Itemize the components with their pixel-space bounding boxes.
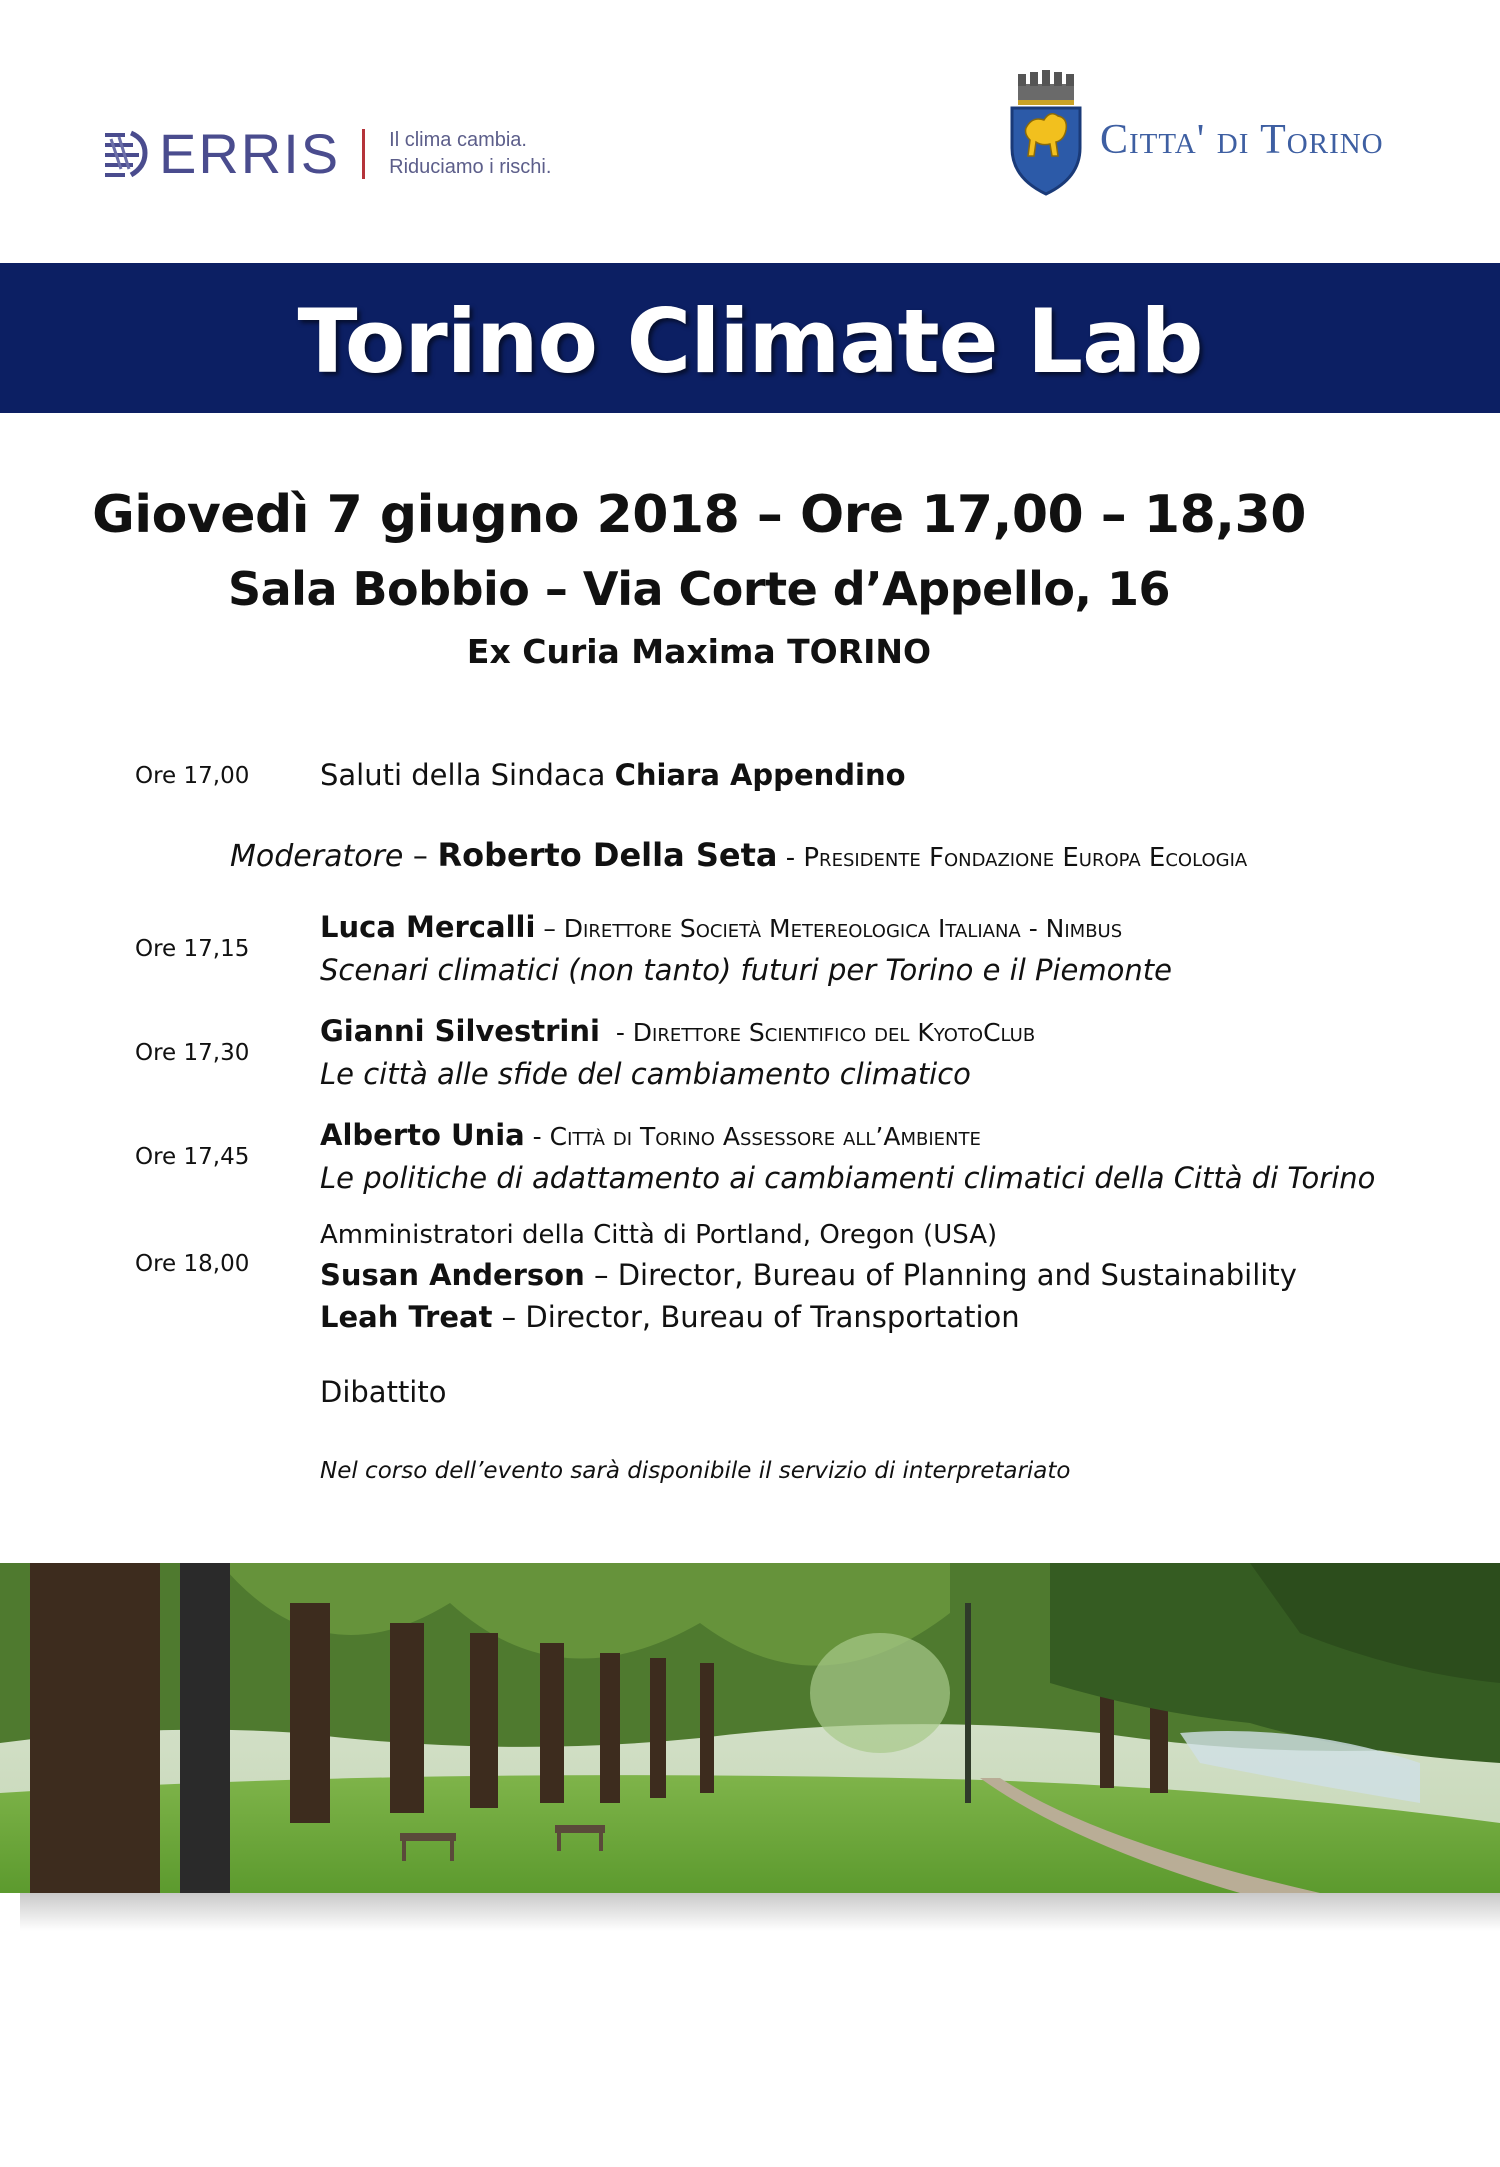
talk-time: Ore 17,45 [135, 1144, 250, 1170]
erris-tagline [389, 127, 551, 181]
portland-speaker: Leah Treat [320, 1300, 493, 1334]
interpretation-note: Nel corso dell’evento sarà disponibile il servizio di interpretariato [320, 1458, 1071, 1484]
talk-topic: Scenari climatici (non tanto) futuri per Torino e il Piemonte [320, 953, 1172, 987]
talk-role: – Direttore Società Metereologica Italiana - Nimbus [535, 914, 1123, 943]
moderator-line [230, 836, 1247, 874]
debate-label: Dibattito [320, 1375, 447, 1409]
title-banner [0, 263, 1500, 413]
talk-speaker-line [320, 910, 1122, 944]
portland-speaker: Susan Anderson [320, 1258, 585, 1292]
portland-intro: Amministratori della Città di Portland, Oregon (USA) [320, 1220, 998, 1250]
moderator-dash: – [403, 839, 438, 874]
talk-speaker: Gianni Silvestrini [320, 1014, 600, 1048]
portland-speaker-line [320, 1300, 1020, 1334]
talk-topic: Le politiche di adattamento ai cambiamenti climatici della Città di Torino [320, 1161, 1376, 1195]
erris-mark-icon [101, 127, 153, 181]
moderator-label: Moderatore [230, 839, 404, 874]
erris-logo [101, 122, 552, 185]
page-title: Torino Climate Lab [297, 289, 1203, 393]
talk-role: - Città di Torino Assessore all’Ambiente [524, 1122, 981, 1151]
welcome-time: Ore 17,00 [135, 763, 250, 789]
event-date-time: Giovedì 7 giugno 2018 – Ore 17,00 – 18,30 [92, 485, 1306, 545]
park-photo-image [0, 1563, 1500, 1893]
talk-speaker: Alberto Unia [320, 1118, 525, 1152]
portland-time: Ore 18,00 [135, 1251, 250, 1277]
welcome-text: Saluti della Sindaca [320, 758, 615, 792]
talk-time: Ore 17,30 [135, 1040, 250, 1066]
event-venue: Sala Bobbio – Via Corte d’Appello, 16 [228, 562, 1170, 616]
talk-topic: Le città alle sfide del cambiamento climatico [320, 1057, 971, 1091]
event-venue-sub: Ex Curia Maxima TORINO [466, 632, 932, 671]
citta-di-torino-logo [1008, 70, 1384, 196]
moderator-name: Roberto Della Seta [437, 836, 778, 874]
erris-tagline-line1: Il clima cambia. [389, 129, 527, 151]
erris-brand: ERRIS [159, 122, 341, 185]
talk-speaker-line [320, 1118, 981, 1152]
moderator-role: - Presidente Fondazione Europa Ecologia [777, 843, 1248, 873]
talk-role: - Direttore Scientifico del KyotoClub [599, 1018, 1036, 1047]
erris-divider [362, 129, 365, 179]
welcome-line [320, 758, 906, 792]
erris-tagline-line2: Riduciamo i rischi. [389, 156, 552, 178]
torino-crest-icon [1008, 70, 1084, 196]
portland-role: – Director, Bureau of Transportation [492, 1300, 1020, 1334]
photo-shadow [20, 1893, 1500, 1931]
torino-name: Citta' di Torino [1100, 117, 1384, 163]
talk-speaker-line [320, 1014, 1035, 1048]
portland-role: – Director, Bureau of Planning and Sustainability [584, 1258, 1297, 1292]
talk-speaker: Luca Mercalli [320, 910, 536, 944]
park-photo [0, 1563, 1500, 1893]
talk-time: Ore 17,15 [135, 936, 250, 962]
portland-speaker-line [320, 1258, 1297, 1292]
welcome-name: Chiara Appendino [614, 758, 906, 792]
